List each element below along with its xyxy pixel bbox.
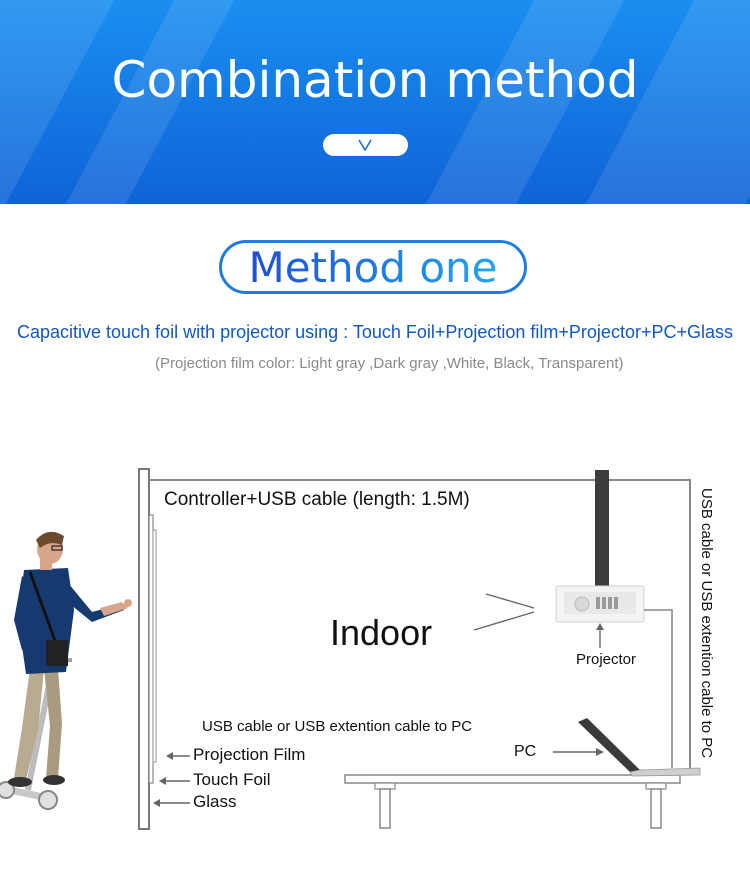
table-top	[345, 775, 680, 783]
film-color-note: (Projection film color: Light gray ,Dark gray ,White, Black, Transparent)	[155, 355, 624, 372]
combination-description: Capacitive touch foil with projector using : Touch Foil+Projection film+Projector+PC+Glass	[16, 322, 733, 342]
projector-label: Projector	[576, 651, 637, 668]
usb-to-pc-label: USB cable or USB extention cable to PC	[202, 718, 473, 735]
touch-foil-layer	[149, 515, 153, 783]
usb-vertical-label: USB cable or USB extention cable to PC	[698, 488, 715, 759]
controller-cable-label: Controller+USB cable (length: 1.5M)	[164, 489, 470, 510]
glass-label: Glass	[193, 792, 237, 811]
projection-film-layer	[153, 530, 156, 762]
projection-film-label: Projection Film	[193, 745, 306, 764]
indoor-label: Indoor	[330, 612, 433, 653]
banner-title: Combination method	[111, 51, 639, 109]
laptop-pc	[578, 718, 700, 776]
method-one-label: Method one	[248, 243, 498, 292]
pc-label: PC	[514, 743, 537, 760]
projector-device	[556, 586, 644, 622]
touch-foil-label: Touch Foil	[193, 770, 271, 789]
ceiling-mount-pole	[595, 470, 609, 588]
glass-panel	[139, 469, 149, 829]
person-with-scooter	[0, 532, 132, 809]
